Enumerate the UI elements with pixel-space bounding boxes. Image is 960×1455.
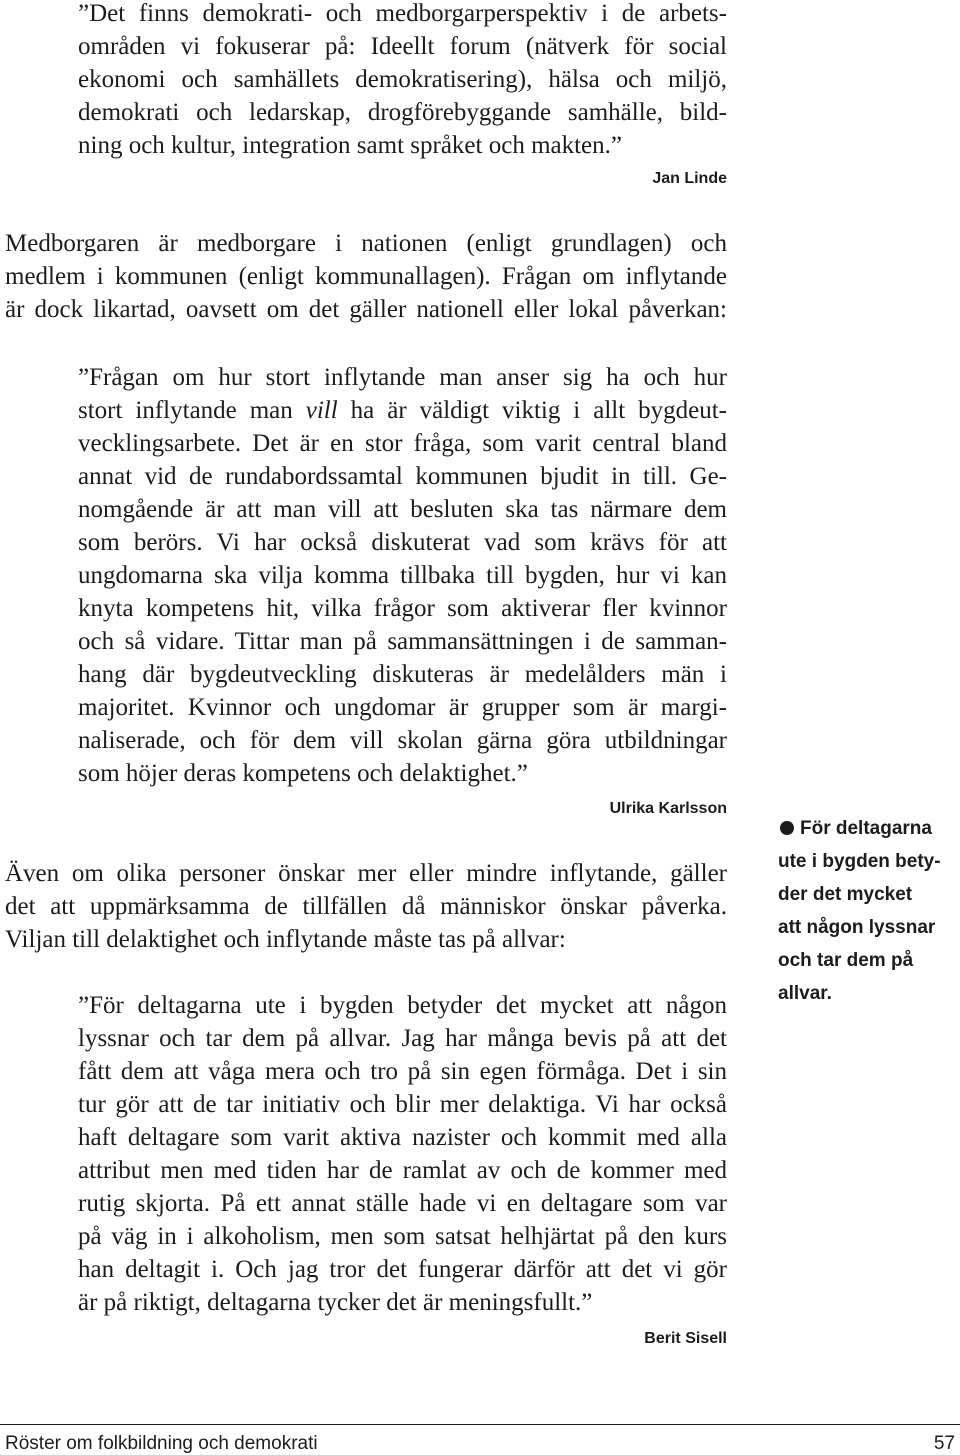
quote-line: majoritet. Kvinnor och ungdomar är grupper som är margi- bbox=[78, 694, 727, 721]
pull-quote-line: att någon lyssnar bbox=[778, 917, 936, 938]
paragraph-line: medlem i kommunen (enligt kommunallagen). Frågan om inflytande bbox=[5, 263, 727, 290]
paragraph-line: Även om olika personer önskar mer eller mindre inflytande, gäller bbox=[5, 860, 727, 887]
quote-line: ungdomarna ska vilja komma tillbaka till bygden, hur vi kan bbox=[78, 562, 727, 589]
quote-line: är på riktigt, deltagarna tycker det är meningsfullt.” bbox=[78, 1289, 593, 1316]
bullet-icon bbox=[780, 821, 794, 835]
quote-line: rutig skjorta. På ett annat ställe hade vi en deltagare som var bbox=[78, 1190, 727, 1217]
paragraph-line: är dock likartad, oavsett om det gäller nationell eller lokal påverkan: bbox=[5, 296, 727, 323]
quote-line: på väg in i alkoholism, men som satsat helhjärtat på den kurs bbox=[78, 1223, 727, 1250]
quote-line: ning och kultur, integration samt språket och makten.” bbox=[78, 132, 622, 159]
quote-line: fått dem att våga mera och tro på sin egen förmåga. Det i sin bbox=[78, 1058, 727, 1085]
pull-quote-line bbox=[778, 812, 956, 845]
quote-line: ”För deltagarna ute i bygden betyder det mycket att någon bbox=[78, 992, 727, 1019]
quote-line: attribut men med tiden har de ramlat av och de kommer med bbox=[78, 1157, 727, 1184]
quote-attribution: Ulrika Karlsson bbox=[609, 800, 727, 817]
quote-line: hang där bygdeutveckling diskuteras är medelålders män i bbox=[78, 661, 727, 688]
quote-line: lyssnar och tar dem på allvar. Jag har många bevis på att det bbox=[78, 1025, 727, 1052]
quote-line: demokrati och ledarskap, drogförebyggande samhälle, bild- bbox=[78, 99, 727, 126]
footer-publication-title: Röster om folkbildning och demokrati bbox=[5, 1433, 318, 1454]
pull-quote bbox=[778, 812, 956, 1010]
emphasized-word: vill bbox=[305, 397, 338, 424]
quote-ulrika-karlsson bbox=[78, 361, 727, 790]
quote-attribution: Jan Linde bbox=[652, 170, 727, 187]
paragraph-line: Viljan till delaktighet och inflytande måste tas på allvar: bbox=[5, 926, 566, 953]
quote-jan-linde bbox=[78, 0, 727, 162]
quote-line-text: stort inflytande man bbox=[78, 397, 306, 424]
quote-line: ”Frågan om hur stort inflytande man anser sig ha och hur bbox=[78, 364, 727, 391]
pull-quote-text: För deltagarna bbox=[800, 818, 932, 839]
quote-line: ”Det finns demokrati- och medborgarperspektiv i de arbets- bbox=[78, 0, 727, 27]
footer-divider bbox=[0, 1424, 960, 1425]
quote-attribution: Berit Sisell bbox=[644, 1330, 727, 1347]
quote-line: annat vid de rundabordssamtal kommunen bjudit in till. Ge- bbox=[78, 463, 727, 490]
quote-line: naliserade, och för dem vill skolan gärna göra utbildningar bbox=[78, 727, 727, 754]
quote-line: han deltagit i. Och jag tror det fungerar därför att det vi gör bbox=[78, 1256, 727, 1283]
quote-line bbox=[78, 394, 727, 427]
pull-quote-line: der det mycket bbox=[778, 884, 913, 905]
quote-line: knyta kompetens hit, vilka frågor som aktiverar fler kvinnor bbox=[78, 595, 727, 622]
quote-line: haft deltagare som varit aktiva nazister och kommit med alla bbox=[78, 1124, 727, 1151]
quote-line: tur gör att de tar initiativ och blir mer delaktiga. Vi har också bbox=[78, 1091, 727, 1118]
quote-line: som höjer deras kompetens och delaktighet.” bbox=[78, 760, 528, 787]
pull-quote-line: ute i bygden bety- bbox=[778, 851, 941, 872]
body-paragraph bbox=[5, 857, 727, 956]
quote-line: nomgående är att man vill att besluten ska tas närmare dem bbox=[78, 496, 727, 523]
paragraph-line: det att uppmärksamma de tillfällen då människor önskar påverka. bbox=[5, 893, 727, 920]
page-number: 57 bbox=[933, 1433, 955, 1454]
quote-line: ekonomi och samhällets demokratisering), hälsa och miljö, bbox=[78, 66, 727, 93]
body-paragraph bbox=[5, 227, 727, 326]
quote-line: vecklingsarbete. Det är en stor fråga, som varit central bland bbox=[78, 430, 727, 457]
quote-berit-sisell bbox=[78, 989, 727, 1319]
quote-line-text: ha är väldigt viktig i allt bygdeut- bbox=[337, 397, 727, 424]
quote-line: som berörs. Vi har också diskuterat vad som krävs för att bbox=[78, 529, 727, 556]
paragraph-line: Medborgaren är medborgare i nationen (enligt grundlagen) och bbox=[5, 230, 727, 257]
pull-quote-line: och tar dem på bbox=[778, 950, 914, 971]
pull-quote-line: allvar. bbox=[778, 983, 832, 1004]
quote-line: och så vidare. Tittar man på sammansättningen i de samman- bbox=[78, 628, 727, 655]
quote-line: områden vi fokuserar på: Ideellt forum (nätverk för social bbox=[78, 33, 727, 60]
